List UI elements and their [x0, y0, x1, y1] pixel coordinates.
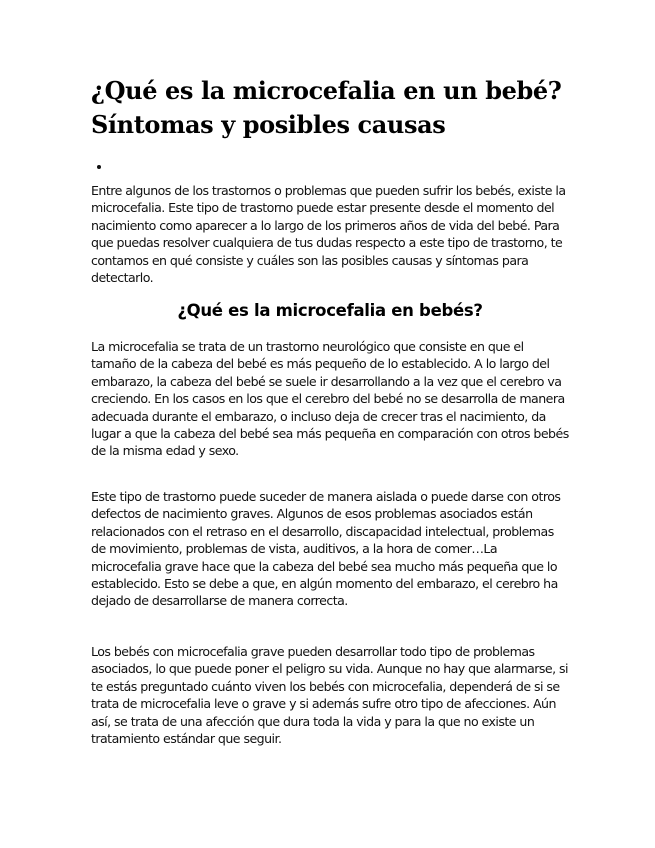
body-paragraph-2: Este tipo de trastorno puede suceder de manera aislada o puede darse con otros defectos de nacimiento graves. Algunos de esos problemas asociados están relacionados con el retraso en el desarrollo, discapacidad intelectual, problemas de movimiento, problemas de vista, auditivos, a la hora de comer…La microcefalia grave hace que la cabeza del bebé sea mucho más pequeña que lo establecido. Esto se debe a que, en algún momento del embarazo, el cerebro ha dejado de desarrollarse de manera correcta.: [91, 489, 561, 609]
empty-bullet-list: [91, 158, 311, 176]
intro-paragraph: Entre algunos de los trastornos o problemas que pueden sufrir los bebés, existe la microcefalia. Este tipo de trastorno puede estar presente desde el momento del nacimiento como aparecer a lo largo de los primeros años de vida del bebé. Para que puedas resolver cualquiera de tus dudas respecto a este tipo de trastorno, te contamos en qué consiste y cuáles son las posibles causas y síntomas para detectarlo.: [91, 183, 566, 286]
body-paragraph-3: Los bebés con microcefalia grave pueden desarrollar todo tipo de problemas asociados, lo que puede poner el peligro su vida. Aunque no hay que alarmarse, si te estás preguntado cuánto viven los bebés con microcefalia, dependerá de si se trata de microcefalia leve o grave y si además sufre otro tipo de afecciones. Aún así, se trata de una afección que dura toda la vida y para la que no existe un tratamiento estándar que seguir.: [91, 644, 568, 747]
empty-bullet-item: [111, 158, 311, 176]
section-heading: ¿Qué es la microcefalia en bebés?: [177, 301, 483, 320]
article-title: ¿Qué es la microcefalia en un bebé? Síntomas y posibles causas: [91, 76, 562, 139]
body-paragraph-1: La microcefalia se trata de un trastorno neurológico que consiste en que el tamaño de la cabeza del bebé es más pequeño de lo establecido. A lo largo del embarazo, la cabeza del bebé se suele ir desarrollando a la vez que el cerebro va creciendo. En los casos en los que el cerebro del bebé no se desarrolla de manera adecuada durante el embarazo, o incluso deja de crecer tras el nacimiento, da lugar a que la cabeza del bebé sea más pequeña en comparación con otros bebés de la misma edad y sexo.: [91, 339, 569, 459]
